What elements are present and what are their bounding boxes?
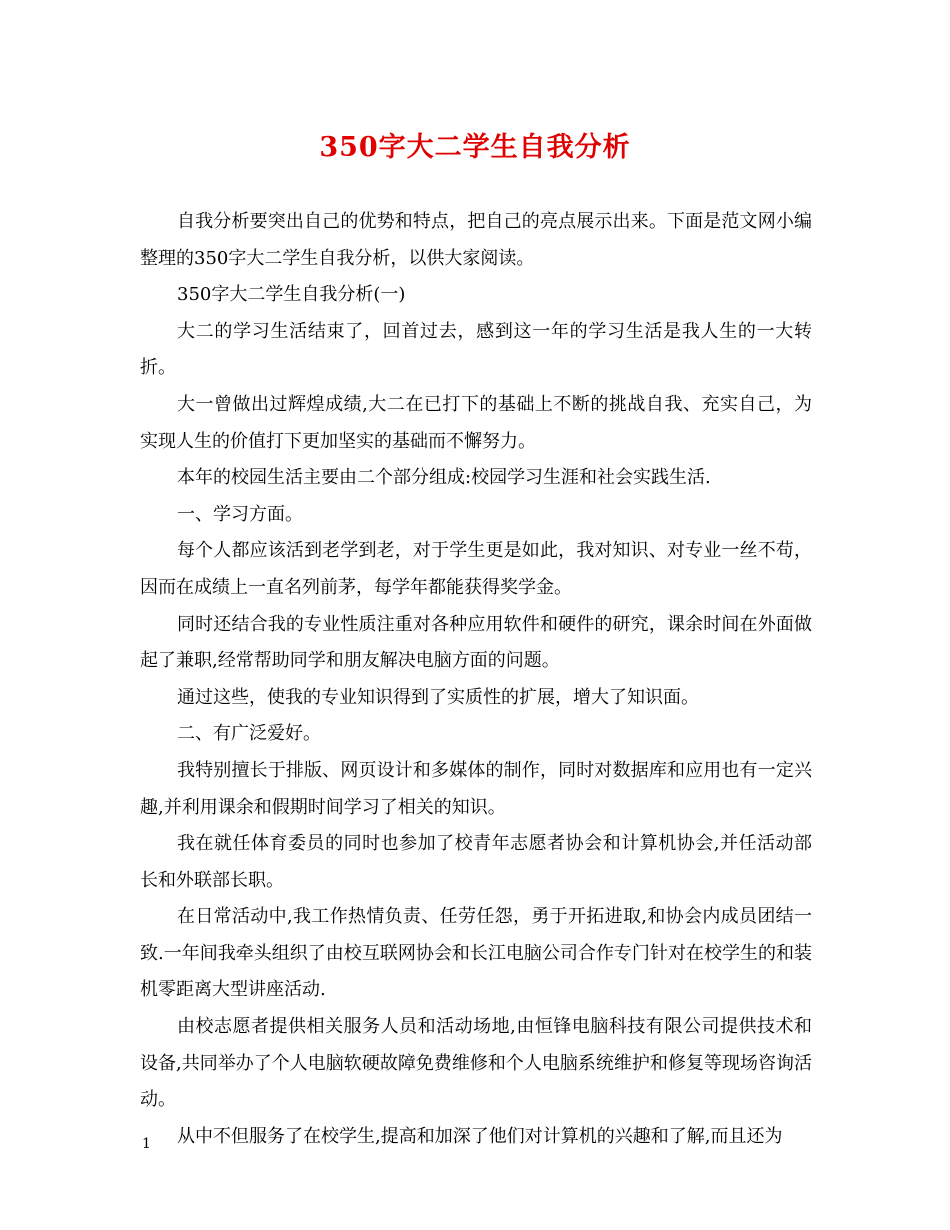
- paragraph: 每个人都应该活到老学到老，对于学生更是如此，我对知识、对专业一丝不苟，因而在成绩上一直名列前茅，每学年都能获得奖学金。: [140, 540, 812, 598]
- paragraph: 由校志愿者提供相关服务人员和活动场地,由恒锋电脑科技有限公司提供技术和设备,共同举办了个人电脑软硬故障免费维修和个人电脑系统维护和修复等现场咨询活动。: [140, 1016, 812, 1111]
- paragraph: 我在就任体育委员的同时也参加了校青年志愿者协会和计算机协会,并任活动部长和外联部长职。: [140, 833, 812, 891]
- paragraph: 从中不但服务了在校学生,提高和加深了他们对计算机的兴趣和了解,而且还为: [177, 1125, 783, 1147]
- paragraph: 大一曾做出过辉煌成绩,大二在已打下的基础上不断的挑战自我、充实自己，为实现人生的价值打下更加坚实的基础而不懈努力。: [140, 393, 812, 452]
- paragraph: 本年的校园生活主要由二个部分组成:校园学习生涯和社会实践生活.: [177, 467, 711, 489]
- paragraph-intro: 自我分析要突出自己的优势和特点，把自己的亮点展示出来。下面是范文网小编整理的350字大二学生自我分析，以供大家阅读。: [140, 211, 812, 269]
- document-body: [140, 204, 812, 1155]
- paragraph: 通过这些，使我的专业知识得到了实质性的扩展，增大了知识面。: [177, 686, 699, 708]
- paragraph: 同时还结合我的专业性质注重对各种应用软件和硬件的研究，课余时间在外面做起了兼职,经常帮助同学和朋友解决电脑方面的问题。: [140, 613, 812, 672]
- subheading-hobbies: 二、有广泛爱好。: [177, 723, 321, 745]
- paragraph: 在日常活动中,我工作热情负责、任劳任怨，勇于开拓进取,和协会内成员团结一致.一年间我牵头组织了由校互联网协会和长江电脑公司合作专门针对在校学生的和装机零距离大型讲座活动.: [140, 906, 812, 1001]
- section-heading-one: 350字大二学生自我分析(一): [177, 284, 406, 306]
- paragraph: 我特别擅长于排版、网页设计和多媒体的制作，同时对数据库和应用也有一定兴趣,并利用课余和假期时间学习了相关的知识。: [140, 759, 812, 818]
- subheading-study: 一、学习方面。: [177, 503, 303, 525]
- page-number: 1: [142, 1136, 151, 1152]
- document-title: 350字大二学生自我分析: [319, 132, 631, 163]
- paragraph: 大二的学习生活结束了，回首过去，感到这一年的学习生活是我人生的一大转折。: [140, 320, 812, 379]
